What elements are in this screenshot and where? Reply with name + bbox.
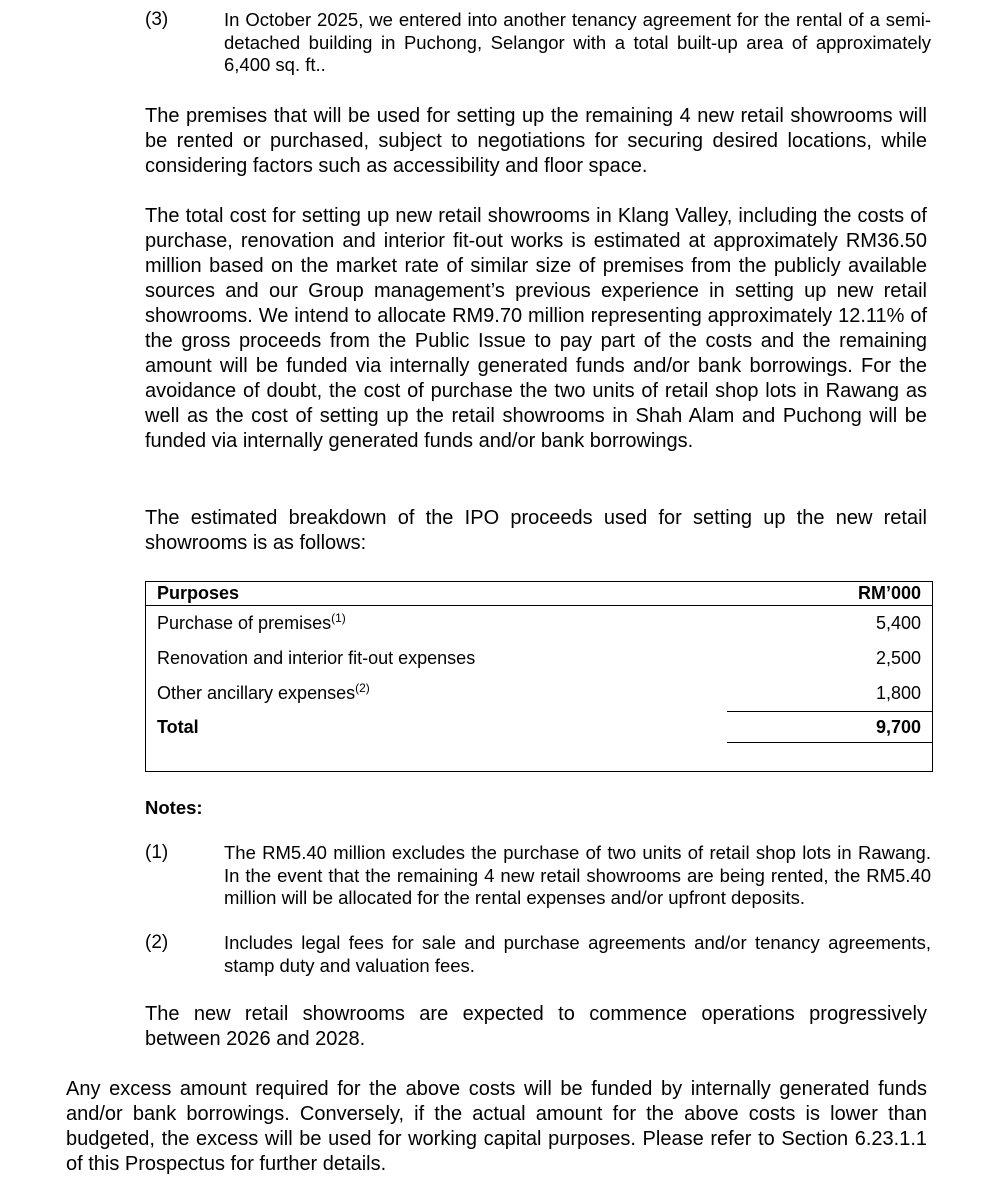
paragraph-excess: Any excess amount required for the above costs will be funded by internally generated funds and/or bank borrowings. Conversely, if the actual amount for the above costs is lower than budgeted, the excess will be used for working capital purposes. Please refer to Section 6.23.1.1 of this Prospectus for further details. [66, 1078, 927, 1175]
note-item-2 [145, 932, 931, 977]
table-spacer [146, 743, 933, 772]
table-row [146, 676, 933, 712]
paragraph-total-cost: The total cost for setting up new retail showrooms in Klang Valley, including the costs of purchase, renovation and interior fit-out works is estimated at approximately RM36.50 million based on the market rate of similar size of premises from the publicly available sources and our Group management’s previous experience in setting up new retail showrooms. We intend to allocate RM9.70 million representing approximately 12.11% of the gross proceeds from the Public Issue to pay part of the costs and the remaining amount will be funded via internally generated funds and/or bank borrowings. For the avoidance of doubt, the cost of purchase the two units of retail shop lots in Rawang as well as the cost of setting up the retail showrooms in Shah Alam and Puchong will be funded via internally generated funds and/or bank borrowings. [145, 205, 927, 452]
list-item-number: (3) [145, 9, 169, 30]
header-purposes: Purposes [146, 582, 728, 606]
row-purpose: Renovation and interior fit-out expenses [157, 648, 476, 668]
table-header-row [146, 582, 933, 606]
row-amount: 2,500 [875, 648, 921, 668]
row-amount: 5,400 [875, 613, 921, 633]
footnote-ref: (1) [331, 611, 346, 625]
table-row [146, 606, 933, 642]
note-text: The RM5.40 million excludes the purchase of two units of retail shop lots in Rawang. In the event that the remaining 4 new retail showrooms are being rented, the RM5.40 million will be allocated for the rental expenses and/or upfront deposits. [224, 842, 931, 908]
note-number: (2) [145, 932, 169, 953]
row-purpose: Other ancillary expenses$^{(2)}$ [157, 681, 370, 704]
paragraph-premises: The premises that will be used for setting up the remaining 4 new retail showrooms will be rented or purchased, subject to negotiations for securing desired locations, while considering factors such as accessibility and floor space. [145, 105, 927, 177]
breakdown-table [145, 581, 933, 772]
total-label: Total [157, 716, 199, 737]
row-purpose: Purchase of premises$^{(1)}$ [157, 611, 346, 633]
list-item-text: In October 2025, we entered into another tenancy agreement for the rental of a semi-detached building in Puchong, Selangor with a total built-up area of approximately 6,400 sq. ft.. [224, 9, 931, 75]
notes-title: Notes: [145, 797, 203, 818]
note-item-1 [145, 842, 931, 910]
footnote-ref: (2) [355, 681, 370, 696]
note-number: (1) [145, 842, 169, 863]
total-amount: 9,700 [727, 712, 933, 743]
list-item-3 [145, 9, 931, 77]
table-row [146, 641, 933, 676]
table-total-row [146, 712, 933, 743]
paragraph-commence: The new retail showrooms are expected to commence operations progressively between 2026 and 2028. [145, 1003, 927, 1050]
paragraph-breakdown-intro: The estimated breakdown of the IPO proceeds used for setting up the new retail showrooms is as follows: [145, 507, 927, 554]
header-amount: RM’000 [727, 582, 933, 606]
row-amount: 1,800 [875, 683, 921, 703]
note-text: Includes legal fees for sale and purchase agreements and/or tenancy agreements, stamp duty and valuation fees. [224, 932, 931, 976]
